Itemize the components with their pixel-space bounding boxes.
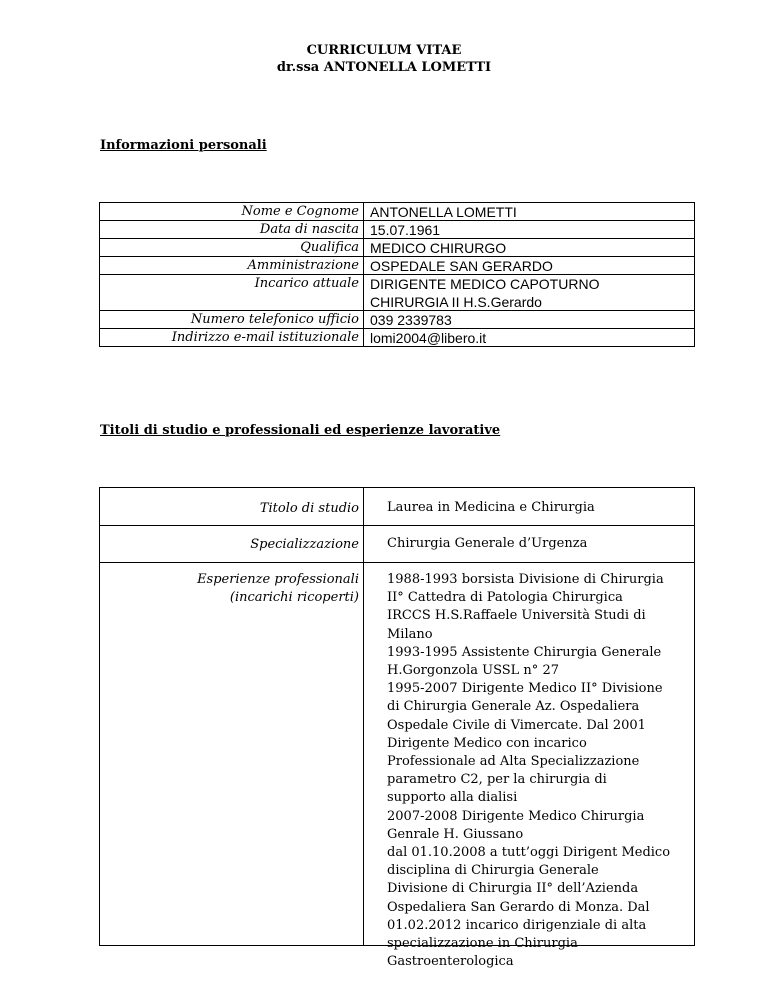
esperienze-line: disciplina di Chirurgia Generale — [387, 863, 599, 879]
esperienze-line: Dirigente Medico con incarico — [387, 735, 587, 751]
column-divider — [363, 488, 364, 945]
esperienze-line: Divisione di Chirurgia II° dell’Azienda — [387, 881, 639, 897]
value-titolo-studio: Laurea in Medicina e Chirurgia — [387, 500, 595, 515]
value-incarico-attuale-line2: CHIRURGIA II H.S.Gerardo — [370, 294, 542, 310]
esperienze-line: Professionale ad Alta Specializzazione — [387, 754, 640, 770]
esperienze-text — [387, 571, 687, 971]
label-amministrazione: Amministrazione — [247, 258, 359, 273]
section-heading-personal: Informazioni personali — [100, 138, 267, 153]
section-heading-studies: Titoli di studio e professionali ed esperienze lavorative — [100, 423, 501, 438]
esperienze-line: Ospedaliera San Gerardo di Monza. Dal — [387, 899, 650, 915]
value-telefono: 039 2339783 — [370, 312, 452, 328]
esperienze-line: H.Gorgonzola USSL n° 27 — [387, 663, 559, 679]
esperienze-line: 1993-1995 Assistente Chirurgia Generale — [387, 644, 662, 660]
value-email: lomi2004@libero.it — [370, 330, 487, 346]
esperienze-line: 01.02.2012 incarico dirigenziale di alta — [387, 917, 647, 933]
label-incarichi: (incarichi ricoperti) — [229, 590, 359, 605]
row-divider — [100, 562, 694, 563]
value-specializzazione: Chirurgia Generale d’Urgenza — [387, 536, 588, 551]
label-nome-cognome: Nome e Cognome — [241, 204, 359, 219]
esperienze-line: specializzazione in Chirurgia — [387, 936, 578, 952]
esperienze-line: Gastroenterologica — [387, 954, 514, 970]
label-esperienze: Esperienze professionali — [197, 572, 359, 587]
cv-title: CURRICULUM VITAE — [306, 43, 462, 58]
label-specializzazione: Specializzazione — [250, 537, 359, 552]
label-email: Indirizzo e-mail istituzionale — [171, 330, 359, 345]
esperienze-line: Genrale H. Giussano — [387, 826, 524, 842]
esperienze-line: supporto alla dialisi — [387, 790, 518, 806]
value-qualifica: MEDICO CHIRURGO — [370, 240, 507, 256]
label-telefono: Numero telefonico ufficio — [190, 312, 359, 327]
esperienze-line: IRCCS H.S.Raffaele Università Studi di — [387, 608, 646, 624]
esperienze-line: 1995-2007 Dirigente Medico II° Divisione — [387, 681, 663, 697]
value-data-nascita: 15.07.1961 — [370, 222, 441, 238]
esperienze-line: di Chirurgia Generale Az. Ospedaliera — [387, 699, 640, 715]
studies-table — [99, 487, 695, 970]
label-incarico-attuale: Incarico attuale — [254, 276, 359, 291]
esperienze-line: 1988-1993 borsista Divisione di Chirurgia — [387, 572, 664, 587]
cv-subtitle-name: dr.ssa ANTONELLA LOMETTI — [276, 60, 492, 75]
label-data-nascita: Data di nascita — [259, 222, 359, 237]
esperienze-line: Ospedale Civile di Vimercate. Dal 2001 — [387, 717, 646, 733]
label-qualifica: Qualifica — [300, 240, 359, 255]
value-nome-cognome: ANTONELLA LOMETTI — [370, 204, 517, 220]
esperienze-line: dal 01.10.2008 a tutt’oggi Dirigent Medico — [387, 845, 671, 861]
esperienze-line: parametro C2, per la chirurgia di — [387, 772, 607, 788]
esperienze-line: Milano — [387, 626, 433, 642]
row-divider — [100, 525, 694, 526]
personal-info-table — [99, 202, 695, 347]
esperienze-line: II° Cattedra di Patologia Chirurgica — [387, 590, 623, 606]
label-titolo-studio: Titolo di studio — [259, 501, 359, 516]
value-amministrazione: OSPEDALE SAN GERARDO — [370, 258, 553, 274]
value-incarico-attuale: DIRIGENTE MEDICO CAPOTURNO — [370, 276, 600, 292]
esperienze-line: 2007-2008 Dirigente Medico Chirurgia — [387, 808, 645, 824]
